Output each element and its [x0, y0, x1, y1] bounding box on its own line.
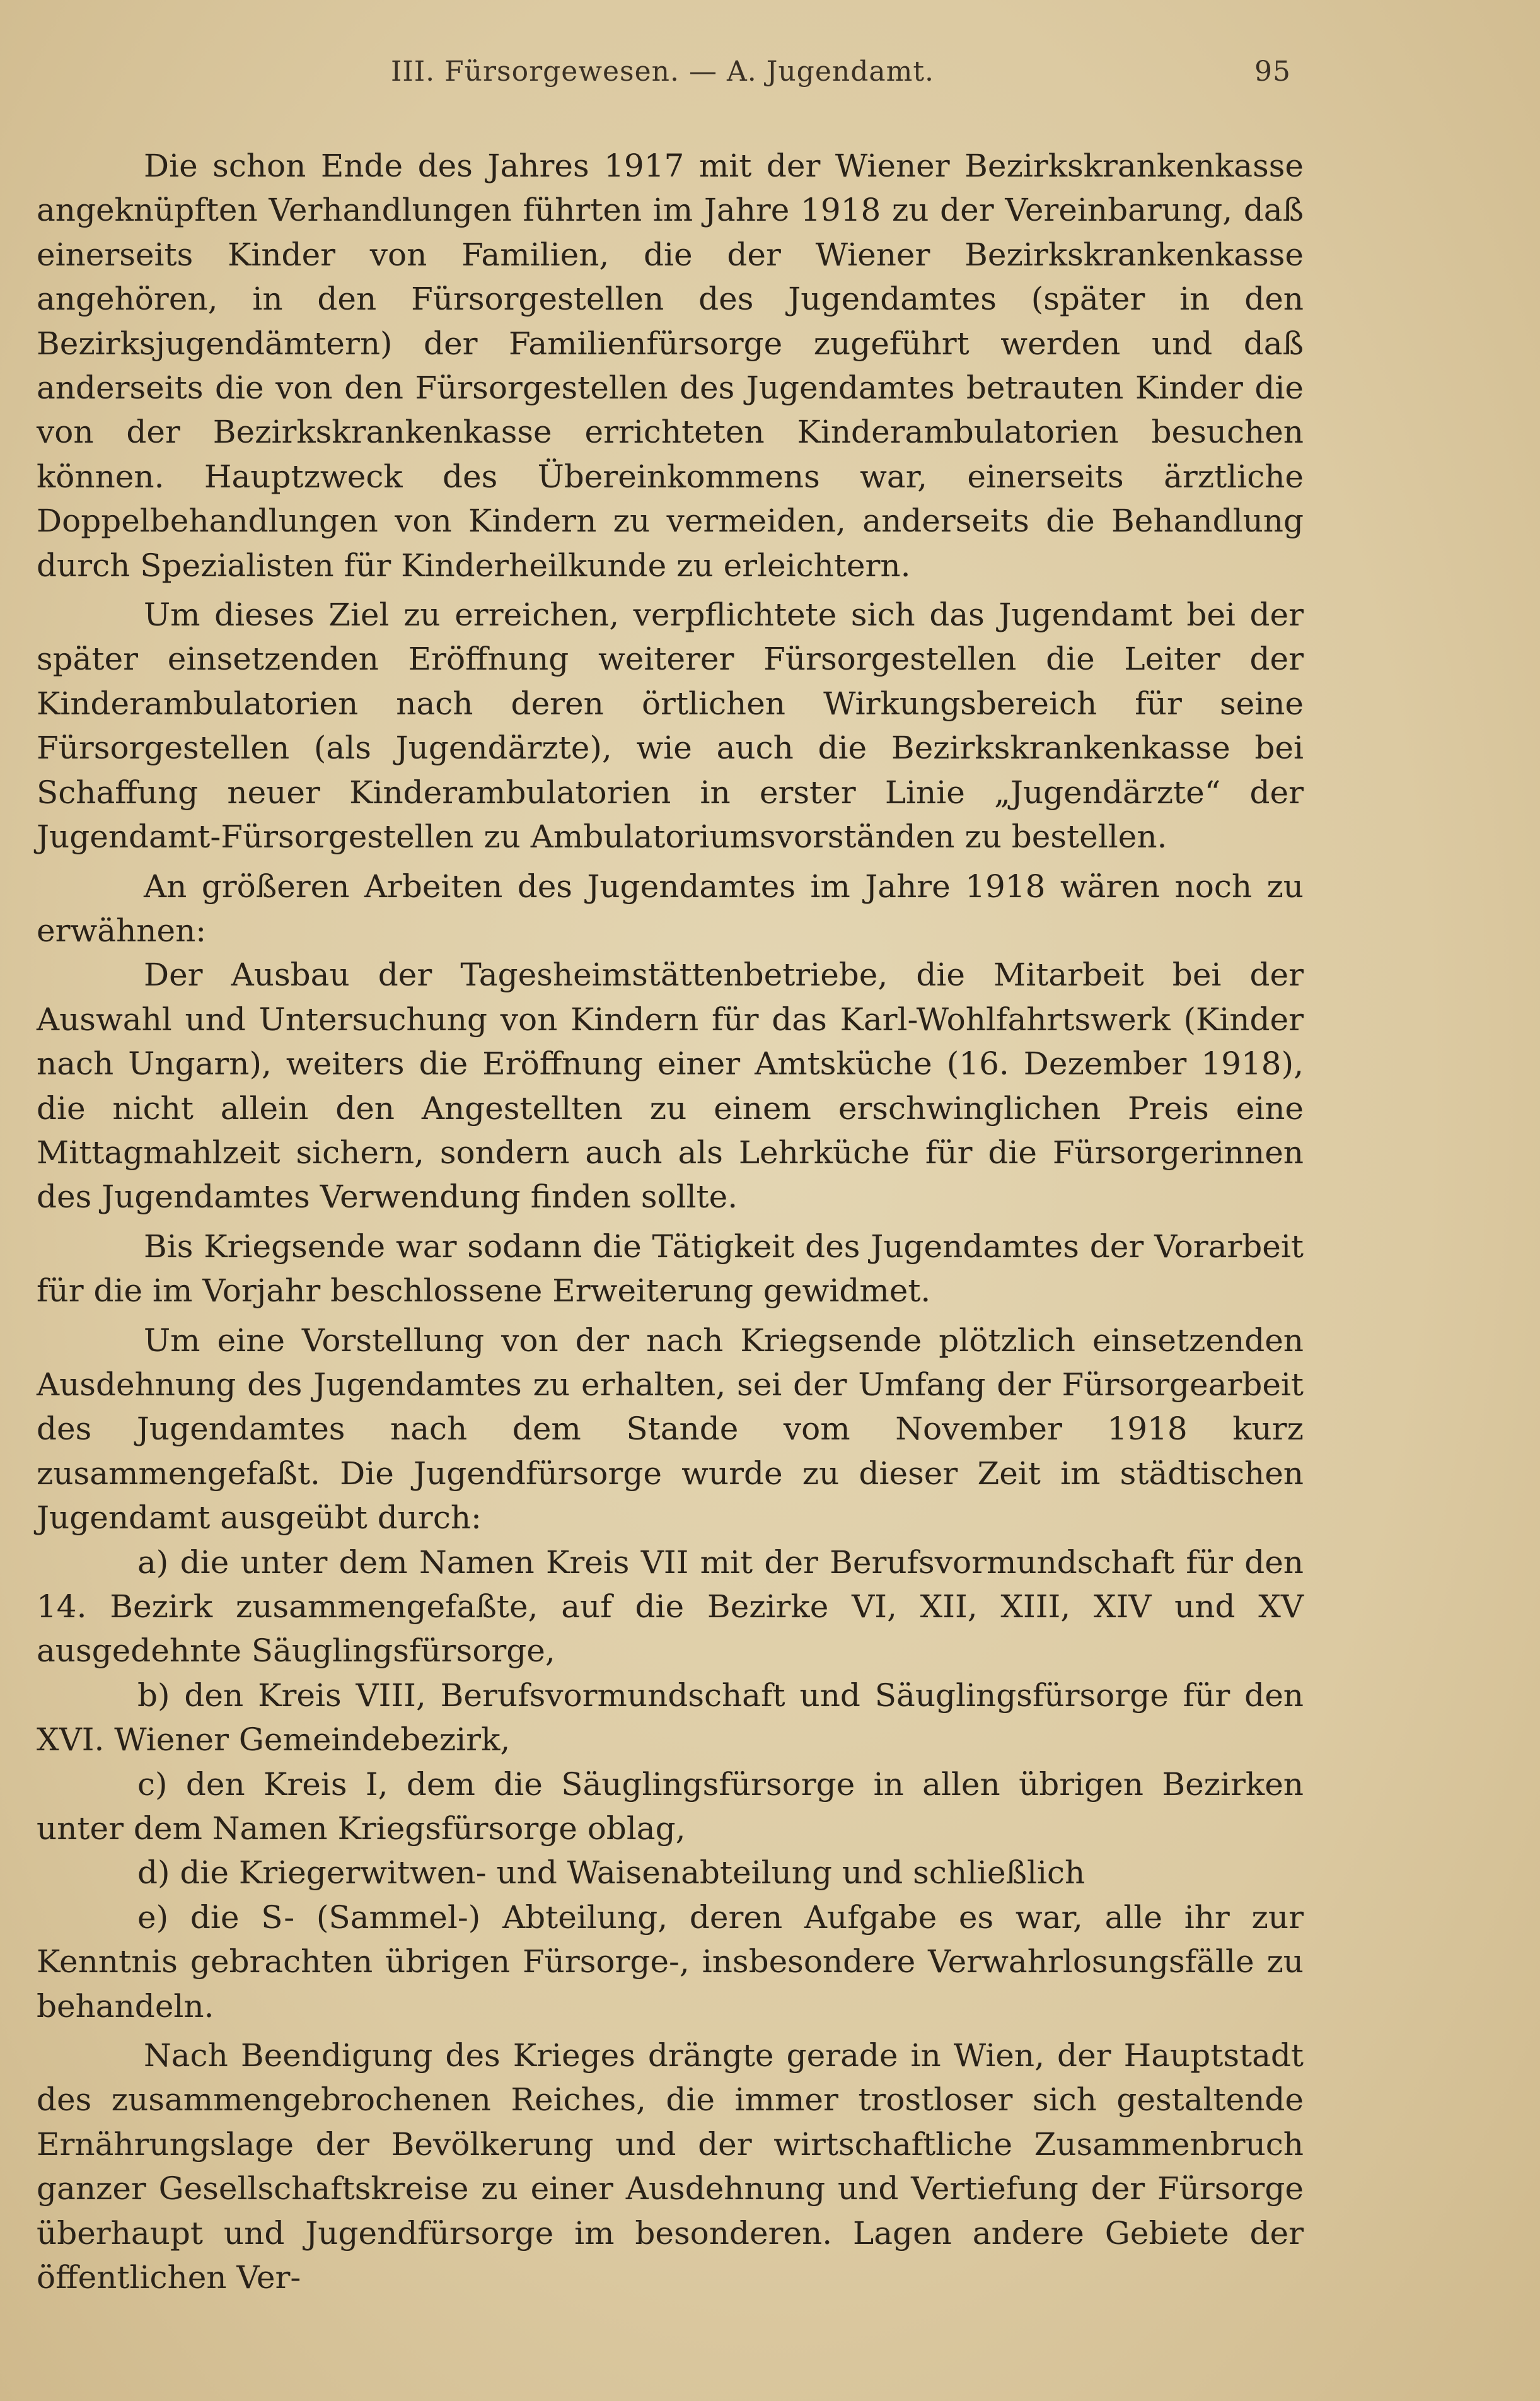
- paragraph: Bis Kriegsende war sodann die Tätigkeit des Jugendamtes der Vorarbeit für die im Vorjahr beschlossene Erweiterung gewidmet.: [37, 1228, 1304, 1310]
- paragraph: An größeren Arbeiten des Jugendamtes im Jahre 1918 wären noch zu erwähnen:: [37, 868, 1304, 949]
- paragraph: Der Ausbau der Tagesheimstättenbetriebe, die Mitarbeit bei der Auswahl und Untersuchung von Kindern für das Karl-Wohlfahrtswerk (Kinder nach Ungarn), weiters die Eröffnung einer Amtsküche (16. Dezember 1918), die nicht allein den Angestellten zu einem erschwinglichen Preis eine Mittagmahlzeit sichern, sondern auch als Lehrküche für die Fürsorgerinnen des Jugendamtes Verwendung finden sollte.: [37, 956, 1304, 1216]
- list-item: a) die unter dem Namen Kreis VII mit der Berufsvormundschaft für den 14. Bezirk zusammengefaßte, auf die Bezirke VI, XII, XIII, XIV und XV ausgedehnte Säuglingsfürsorge,: [37, 1544, 1304, 1670]
- body-text: [37, 144, 1304, 2300]
- paragraph: Die schon Ende des Jahres 1917 mit der Wiener Bezirkskrankenkasse angeknüpften Verhandlungen führten im Jahre 1918 zu der Vereinbarung, daß einerseits Kinder von Familien, die der Wiener Bezirkskrankenkasse angehören, in den Fürsorgestellen des Jugendamtes (später in den Bezirksjugendämtern) der Familienfürsorge zugeführt werden und daß anderseits die von den Fürsorgestellen des Jugendamtes betrauten Kinder die von der Bezirkskrankenkasse errichteten Kinderambulatorien besuchen können. Hauptzweck des Übereinkommens war, einerseits ärztliche Doppelbehandlungen von Kindern zu vermeiden, anderseits die Behandlung durch Spezialisten für Kinderheilkunde zu erleichtern.: [37, 148, 1304, 584]
- page-number: 95: [1254, 55, 1291, 88]
- page-header: [0, 55, 1540, 100]
- list-item: d) die Kriegerwitwen- und Waisenabteilung und schließlich: [137, 1854, 1086, 1892]
- paragraph: Um eine Vorstellung von der nach Kriegsende plötzlich einsetzenden Ausdehnung des Jugendamtes zu erhalten, sei der Umfang der Fürsorgearbeit des Jugendamtes nach dem Stande vom November 1918 kurz zusammengefaßt. Die Jugendfürsorge wurde zu dieser Zeit im städtischen Jugendamt ausgeübt durch:: [37, 1322, 1304, 1537]
- list-item: c) den Kreis I, dem die Säuglingsfürsorge in allen übrigen Bezirken unter dem Namen Kriegsfürsorge oblag,: [37, 1765, 1304, 1847]
- running-title: III. Fürsorgewesen. — A. Jugendamt.: [391, 55, 934, 88]
- list-item: b) den Kreis VIII, Berufsvormundschaft und Säuglingsfürsorge für den XVI. Wiener Gemeindebezirk,: [37, 1677, 1304, 1759]
- list-item: e) die S- (Sammel-) Abteilung, deren Aufgabe es war, alle ihr zur Kenntnis gebrachten übrigen Fürsorge-, insbesondere Verwahrlosungsfälle zu behandeln.: [37, 1898, 1304, 2025]
- paragraph: Um dieses Ziel zu erreichen, verpflichtete sich das Jugendamt bei der später einsetzenden Eröffnung weiterer Fürsorgestellen die Leiter der Kinderambulatorien nach deren örtlichen Wirkungsbereich für seine Fürsorgestellen (als Jugendärzte), wie auch die Bezirkskrankenkasse bei Schaffung neuer Kinderambulatorien in erster Linie „Jugendärzte“ der Jugendamt-Fürsorgestellen zu Ambulatoriumsvorständen zu bestellen.: [37, 596, 1304, 856]
- paragraph: Nach Beendigung des Krieges drängte gerade in Wien, der Hauptstadt des zusammengebrochenen Reiches, die immer trostloser sich gestaltende Ernährungslage der Bevölkerung und der wirtschaftliche Zusammenbruch ganzer Gesellschaftskreise zu einer Ausdehnung und Vertiefung der Fürsorge überhaupt und Jugendfürsorge im besonderen. Lagen andere Gebiete der öffentlichen Ver-: [37, 2037, 1304, 2296]
